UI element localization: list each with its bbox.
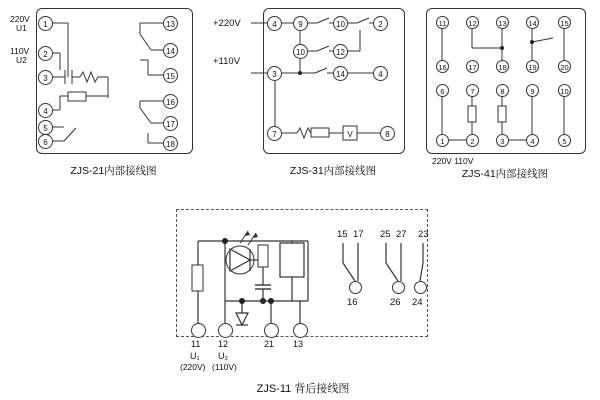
diagram-zjs-11 — [168, 205, 438, 395]
zjs-21-wiring — [8, 8, 193, 158]
zjs-41-terminal-16: 16 — [436, 60, 449, 73]
zjs-21-terminal-5: 5 — [38, 120, 53, 135]
zjs-11-u1-note: U₁ — [190, 351, 200, 361]
zjs-31-terminal-8: 8 — [380, 126, 395, 141]
zjs-41-terminal-2: 2 — [466, 134, 479, 147]
diagram-zjs-21 — [8, 8, 193, 188]
zjs-41-terminal-13: 13 — [496, 16, 509, 29]
zjs-31-wiring — [205, 8, 405, 158]
zjs-31-terminal-9: 9 — [293, 16, 308, 31]
zjs-31-label-220v: +220V — [213, 18, 241, 29]
zjs-31-terminal-3: 3 — [267, 66, 282, 81]
zjs-41-terminal-11: 11 — [436, 16, 449, 29]
zjs-41-terminal-20: 20 — [558, 60, 571, 73]
zjs-41-bottom-label: 220V 110V — [432, 156, 474, 166]
zjs-21-terminal-2: 2 — [38, 46, 53, 61]
zjs-41-terminal-14: 14 — [526, 16, 539, 29]
zjs-41-caption: ZJS-41内部接线图 — [461, 168, 549, 180]
zjs-11-terminal-12 — [218, 323, 233, 338]
zjs-41-terminal-5: 5 — [558, 134, 571, 147]
zjs-21-terminal-13: 13 — [163, 16, 178, 31]
zjs-31-terminal-4-low: 4 — [373, 66, 388, 81]
zjs-21-label-220v: 220V — [10, 14, 30, 24]
zjs-31-terminal-10-top: 10 — [333, 16, 348, 31]
zjs-11-terminal-21-label: 21 — [264, 339, 275, 349]
zjs-11-contact-17-label: 17 — [353, 229, 364, 240]
zjs-21-terminal-17: 17 — [163, 116, 178, 131]
zjs-31-terminal-14: 14 — [333, 66, 348, 81]
zjs-41-terminal-4: 4 — [526, 134, 539, 147]
zjs-31-terminal-4-top: 4 — [267, 16, 282, 31]
zjs-41-terminal-9: 9 — [526, 84, 539, 97]
zjs-31-terminal-12: 12 — [333, 44, 348, 59]
zjs-11-contact-24-node — [414, 281, 427, 294]
zjs-41-terminal-15: 15 — [558, 16, 571, 29]
zjs-31-terminal-10-mid: 10 — [293, 44, 308, 59]
zjs-11-110v-note: (110V) — [212, 362, 237, 372]
svg-text:V: V — [347, 130, 353, 139]
zjs-11-caption: ZJS-11 背后接线图 — [256, 383, 350, 395]
zjs-31-caption: ZJS-31内部接线图 — [289, 165, 377, 177]
diagram-zjs-41 — [418, 8, 598, 188]
zjs-11-contact-15-label: 15 — [337, 229, 348, 240]
zjs-11-contact-16-label: 16 — [347, 297, 358, 308]
zjs-11-contact-27-label: 27 — [396, 229, 407, 240]
zjs-41-terminal-17: 17 — [466, 60, 479, 73]
zjs-41-terminal-8: 8 — [496, 84, 509, 97]
zjs-11-contact-23-label: 23 — [418, 229, 429, 240]
zjs-21-terminal-6: 6 — [38, 134, 53, 149]
zjs-11-contact-24-label: 24 — [412, 297, 423, 308]
zjs-41-terminal-7: 7 — [466, 84, 479, 97]
zjs-41-terminal-18: 18 — [496, 60, 509, 73]
zjs-11-contact-25-label: 25 — [380, 229, 391, 240]
zjs-21-terminal-16: 16 — [163, 94, 178, 109]
zjs-11-terminal-13-label: 13 — [293, 339, 304, 349]
zjs-31-terminal-7: 7 — [267, 126, 282, 141]
zjs-21-label-u1: U1 — [16, 23, 27, 33]
zjs-21-terminal-3: 3 — [38, 70, 53, 85]
zjs-11-contact-26-label: 26 — [390, 297, 401, 308]
zjs-11-terminal-13 — [293, 323, 308, 338]
zjs-41-terminal-10: 10 — [558, 84, 571, 97]
zjs-11-terminal-12-label: 12 — [218, 339, 229, 349]
zjs-41-terminal-1: 1 — [436, 134, 449, 147]
zjs-11-220v-note: (220V) — [180, 362, 206, 372]
zjs-21-caption: ZJS-21内部接线图 — [70, 165, 157, 177]
zjs-41-terminal-19: 19 — [526, 60, 539, 73]
zjs-11-contact-26-node — [392, 281, 405, 294]
zjs-41-wiring — [418, 8, 598, 158]
diagram-zjs-31 — [205, 8, 405, 188]
zjs-11-u2-note: U₂ — [218, 351, 228, 361]
zjs-21-terminal-1: 1 — [38, 16, 53, 31]
zjs-11-terminal-21 — [264, 323, 279, 338]
zjs-41-terminal-12: 12 — [466, 16, 479, 29]
zjs-21-terminal-18: 18 — [163, 136, 178, 151]
zjs-31-terminal-2: 2 — [373, 16, 388, 31]
zjs-21-terminal-4: 4 — [38, 103, 53, 118]
zjs-41-terminal-6: 6 — [436, 84, 449, 97]
zjs-21-label-110v: 110V — [10, 46, 30, 56]
zjs-21-label-u2: U2 — [16, 55, 27, 65]
zjs-41-terminal-3: 3 — [496, 134, 509, 147]
zjs-11-contact-16-node — [349, 281, 362, 294]
zjs-11-terminal-11 — [191, 323, 206, 338]
zjs-11-terminal-11-label: 11 — [191, 339, 201, 349]
zjs-31-label-110v: +110V — [213, 56, 241, 67]
zjs-21-terminal-14: 14 — [163, 43, 178, 58]
zjs-21-terminal-15: 15 — [163, 68, 178, 83]
